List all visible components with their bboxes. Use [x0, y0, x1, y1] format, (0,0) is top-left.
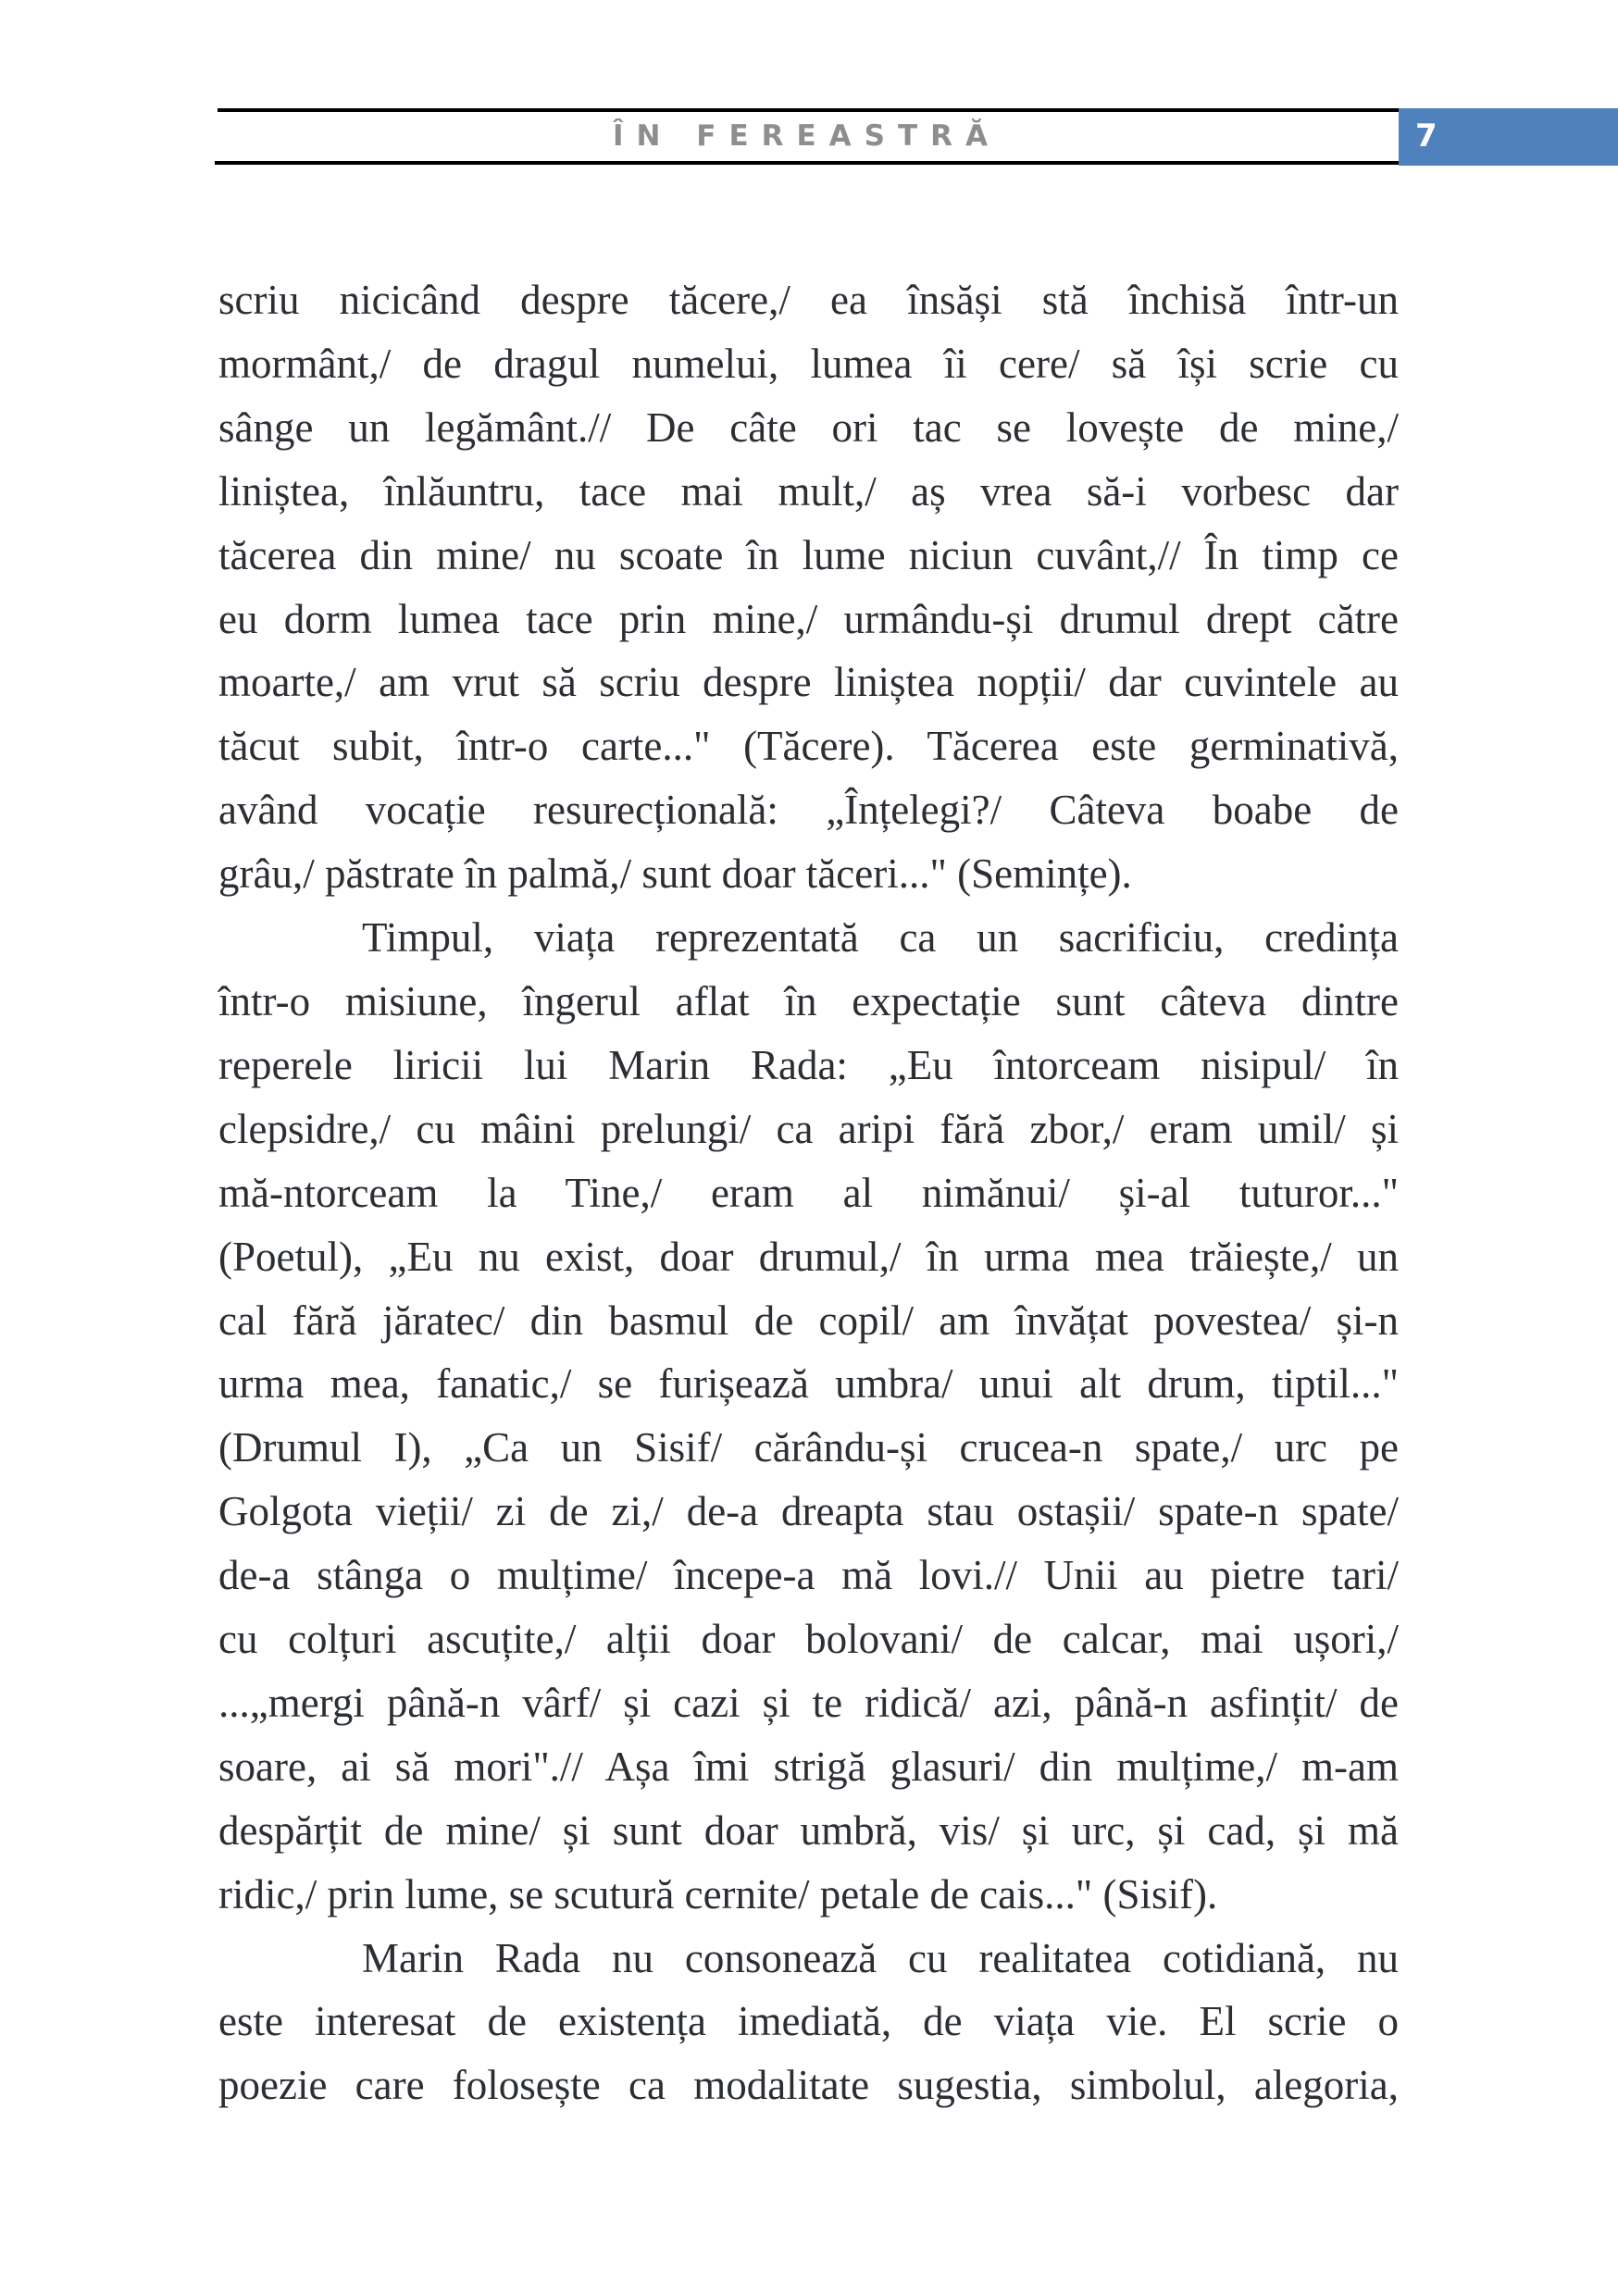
text-line: tăcut subit, într-o carte..." (Tăcere). Tăcerea este germinativă,	[218, 723, 1399, 770]
page-number: 7	[1415, 118, 1438, 155]
header-bottom-rule	[215, 161, 1399, 165]
text-line: cu colțuri ascuțite,/ alții doar bolovani/ de calcar, mai ușori,/	[218, 1616, 1399, 1663]
running-header	[215, 108, 1399, 166]
text-line: Marin Rada nu consonează cu realitatea cotidiană, nu	[362, 1934, 1399, 1981]
text-line: poezie care folosește ca modalitate sugestia, simbolul, alegoria,	[218, 2062, 1399, 2109]
text-line: Timpul, viața reprezentată ca un sacrificiu, credința	[362, 914, 1399, 962]
page-number-tab	[1399, 108, 1618, 166]
text-line: ridic,/ prin lume, se scutură cernite/ petale de cais..." (Sisif).	[218, 1870, 1218, 1917]
text-line: urma mea, fanatic,/ se furișează umbra/ unui alt drum, tiptil..."	[218, 1360, 1399, 1408]
text-line: este interesat de existența imediată, de viața vie. El scrie o	[218, 1998, 1399, 2045]
text-line: reperele liricii lui Marin Rada: „Eu întorceam nisipul/ în	[218, 1041, 1399, 1088]
text-line: într-o misiune, îngerul aflat în expectație sunt câteva dintre	[218, 977, 1399, 1024]
text-line: de-a stânga o mulțime/ începe-a mă lovi.// Unii au pietre tari/	[218, 1552, 1399, 1599]
text-line: cal fără jăratec/ din basmul de copil/ am învățat povestea/ și-n	[218, 1297, 1399, 1344]
paragraph-2	[218, 906, 1399, 1927]
header-top-rule	[218, 108, 1399, 112]
text-line: eu dorm lumea tace prin mine,/ urmându-și drumul drept către	[218, 595, 1399, 642]
text-line: grâu,/ păstrate în palmă,/ sunt doar tăceri..." (Semințe).	[218, 850, 1132, 898]
text-line: ...„mergi până-n vârf/ și cazi și te ridică/ azi, până-n asfințit/ de	[218, 1679, 1399, 1726]
text-line: scriu nicicând despre tăcere,/ ea însăși stă închisă într-un	[218, 277, 1399, 323]
text-line: moarte,/ am vrut să scriu despre liniștea nopții/ dar cuvintele au	[218, 659, 1399, 706]
text-line: mormânt,/ de dragul numelui, lumea îi cere/ să își scrie cu	[218, 340, 1399, 387]
body-text	[218, 268, 1399, 2117]
text-line: despărțit de mine/ și sunt doar umbră, vis/ și urc, și cad, și mă	[218, 1806, 1399, 1854]
text-line: sânge un legământ.// De câte ori tac se lovește de mine,/	[218, 403, 1399, 451]
text-line: mă-ntorceam la Tine,/ eram al nimănui/ și-al tuturor..."	[218, 1169, 1399, 1216]
text-line: (Drumul I), „Ca un Sisif/ cărându-și crucea-n spate,/ urc pe	[218, 1424, 1399, 1471]
text-line: (Poetul), „Eu nu exist, doar drumul,/ în urma mea trăiește,/ un	[218, 1233, 1399, 1280]
text-line: Golgota vieții/ zi de zi,/ de-a dreapta stau ostașii/ spate-n spate/	[218, 1488, 1399, 1535]
running-title: ÎN FEREASTRĂ	[613, 119, 1001, 153]
text-line: liniștea, înlăuntru, tace mai mult,/ aș vrea să-i vorbesc dar	[218, 467, 1399, 515]
paragraph-1	[218, 268, 1399, 906]
text-line: tăcerea din mine/ nu scoate în lume niciun cuvânt,// În timp ce	[218, 531, 1399, 578]
paragraph-3	[218, 1927, 1399, 2118]
text-line: soare, ai să mori".// Așa îmi strigă glasuri/ din mulțime,/ m-am	[218, 1743, 1399, 1790]
text-line: având vocație resurecțională: „Înțelegi?/ Câteva boabe de	[218, 787, 1399, 834]
text-line: clepsidre,/ cu mâini prelungi/ ca aripi fără zbor,/ eram umil/ și	[218, 1105, 1399, 1152]
